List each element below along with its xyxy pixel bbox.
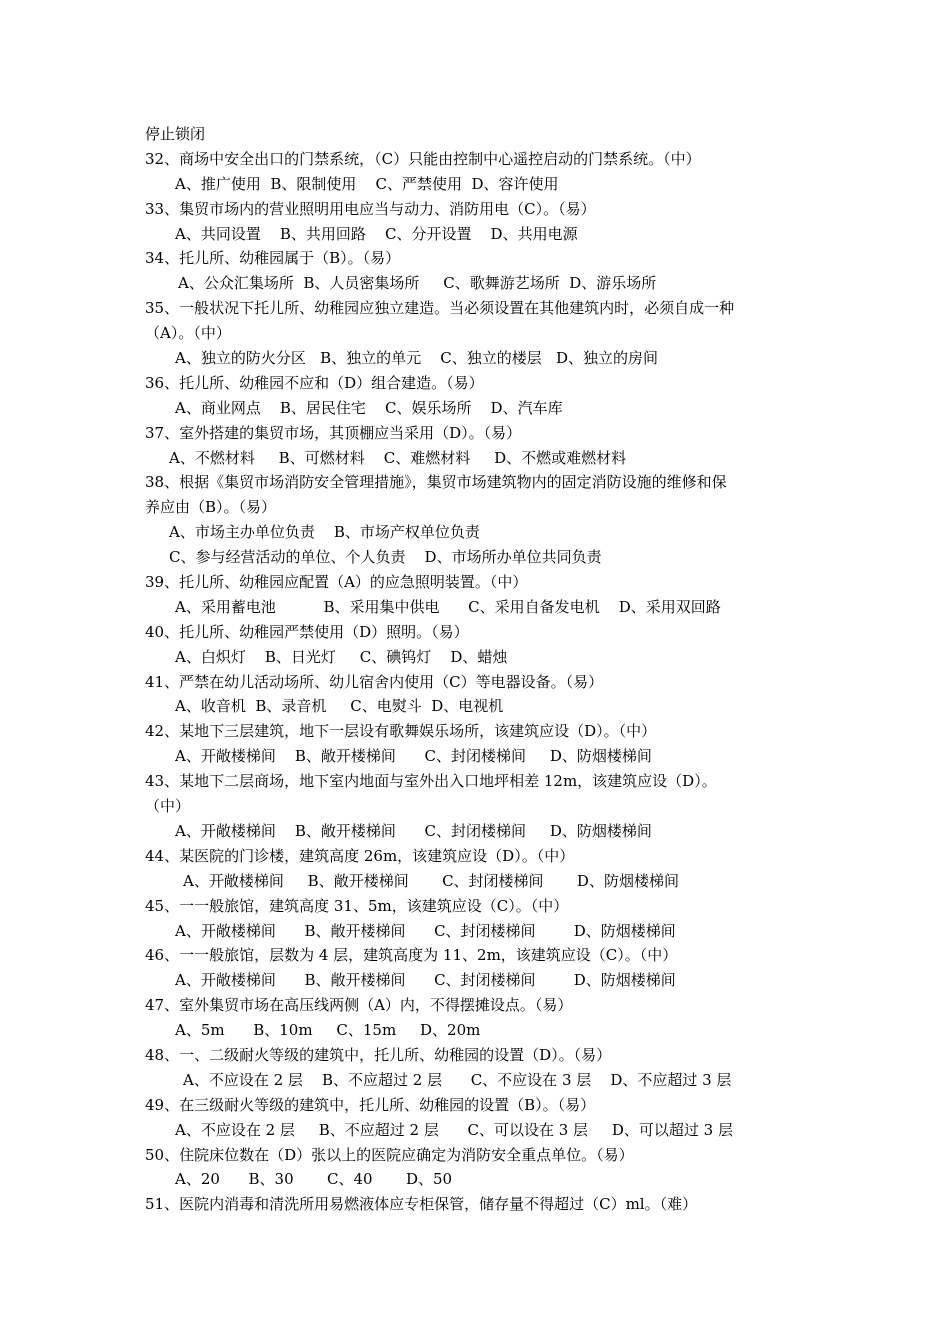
question-line: 39、托儿所、幼稚园应配置（A）的应急照明装置。（中） [145, 573, 528, 592]
question-line: 48、一、二级耐火等级的建筑中，托儿所、幼稚园的设置（D）。（易） [145, 1045, 612, 1064]
question-line: 51、医院内消毒和清洗所用易燃液体应专柜保管，储存量不得超过（C）ml。（难） [145, 1195, 698, 1214]
question-line: 47、室外集贸市场在高压线两侧（A）内，不得摆摊设点。（易） [145, 996, 573, 1015]
options-line: A、收音机 B、录音机 C、电熨斗 D、电视机 [175, 697, 504, 716]
question-line: 35、一般状况下托儿所、幼稚园应独立建造。当必须设置在其他建筑内时，必须自成一种 [145, 299, 735, 318]
question-line: （A）。（中） [145, 324, 231, 343]
options-line: A、共同设置 B、共用回路 C、分开设置 D、共用电源 [175, 224, 578, 243]
options-line: A、不燃材料 B、可燃材料 C、难燃材料 D、不燃或难燃材料 [169, 448, 627, 467]
options-line: A、20 B、30 C、40 D、50 [175, 1170, 453, 1189]
options-line: A、开敞楼梯间 B、敞开楼梯间 C、封闭楼梯间 D、防烟楼梯间 [183, 871, 679, 890]
options-line: A、开敞楼梯间 B、敞开楼梯间 C、封闭楼梯间 D、防烟楼梯间 [175, 971, 676, 990]
options-line: A、采用蓄电池 B、采用集中供电 C、采用自备发电机 D、采用双回路 [175, 597, 721, 616]
question-line: 46、一一般旅馆，层数为 4 层，建筑高度为 11、2m，该建筑应设（C）。（中） [145, 946, 678, 965]
question-line: 45、一一般旅馆，建筑高度 31、5m，该建筑应设（C）。（中） [145, 896, 569, 915]
question-line: 养应由（B）。（易） [145, 498, 277, 517]
question-line: 37、室外搭建的集贸市场，其顶棚应当采用（D）。（易） [145, 423, 522, 442]
question-line: 43、某地下二层商场，地下室内地面与室外出入口地坪相差 12m，该建筑应设（D）。 [145, 772, 717, 791]
question-line: （中） [145, 797, 191, 816]
question-line: 33、集贸市场内的营业照明用电应当与动力、消防用电（C）。（易） [145, 199, 596, 218]
question-line: 40、托儿所、幼稚园严禁使用（D）照明。（易） [145, 622, 469, 641]
options-line: A、市场主办单位负责 B、市场产权单位负责 [169, 523, 480, 542]
text-line: 停止锁闭 [145, 125, 206, 143]
question-list [145, 122, 815, 1217]
options-line: A、5m B、10m C、15m D、20m [175, 1021, 481, 1040]
options-line: A、白炽灯 B、日光灯 C、碘钨灯 D、蜡烛 [175, 647, 508, 666]
question-line: 49、在三级耐火等级的建筑中，托儿所、幼稚园的设置（B）。（易） [145, 1095, 596, 1114]
options-line: A、开敞楼梯间 B、敞开楼梯间 C、封闭楼梯间 D、防烟楼梯间 [175, 921, 676, 940]
options-line: A、公众汇集场所 B、人员密集场所 C、歌舞游艺场所 D、游乐场所 [178, 274, 657, 293]
options-line: A、不应设在 2 层 B、不应超过 2 层 C、不应设在 3 层 D、不应超过 3 层 [183, 1070, 732, 1089]
question-line: 34、托儿所、幼稚园属于（B）。（易） [145, 249, 401, 268]
options-line: A、商业网点 B、居民住宅 C、娱乐场所 D、汽车库 [175, 398, 563, 417]
options-line: A、开敞楼梯间 B、敞开楼梯间 C、封闭楼梯间 D、防烟楼梯间 [175, 821, 652, 840]
question-line: 38、根据《集贸市场消防安全管理措施》，集贸市场建筑物内的固定消防设施的维修和保 [145, 473, 727, 492]
options-line: A、开敞楼梯间 B、敞开楼梯间 C、封闭楼梯间 D、防烟楼梯间 [175, 747, 652, 766]
question-line: 32、商场中安全出口的门禁系统，（C）只能由控制中心遥控启动的门禁系统。（中） [145, 149, 701, 168]
options-line: C、参与经营活动的单位、个人负责 D、市场所办单位共同负责 [169, 548, 602, 567]
options-line: A、独立的防火分区 B、独立的单元 C、独立的楼层 D、独立的房间 [175, 349, 659, 368]
question-line: 50、住院床位数在（D）张以上的医院应确定为消防安全重点单位。（易） [145, 1145, 634, 1164]
question-line: 41、严禁在幼儿活动场所、幼儿宿舍内使用（C）等电器设备。（易） [145, 672, 604, 691]
question-line: 44、某医院的门诊楼，建筑高度 26m，该建筑应设（D）。（中） [145, 846, 575, 865]
options-line: A、不应设在 2 层 B、不应超过 2 层 C、可以设在 3 层 D、可以超过 3 层 [175, 1120, 733, 1139]
question-line: 36、托儿所、幼稚园不应和（D）组合建造。（易） [145, 373, 484, 392]
question-line: 42、某地下三层建筑，地下一层设有歌舞娱乐场所，该建筑应设（D）。（中） [145, 722, 657, 741]
options-line: A、推广使用 B、限制使用 C、严禁使用 D、容许使用 [175, 174, 559, 193]
